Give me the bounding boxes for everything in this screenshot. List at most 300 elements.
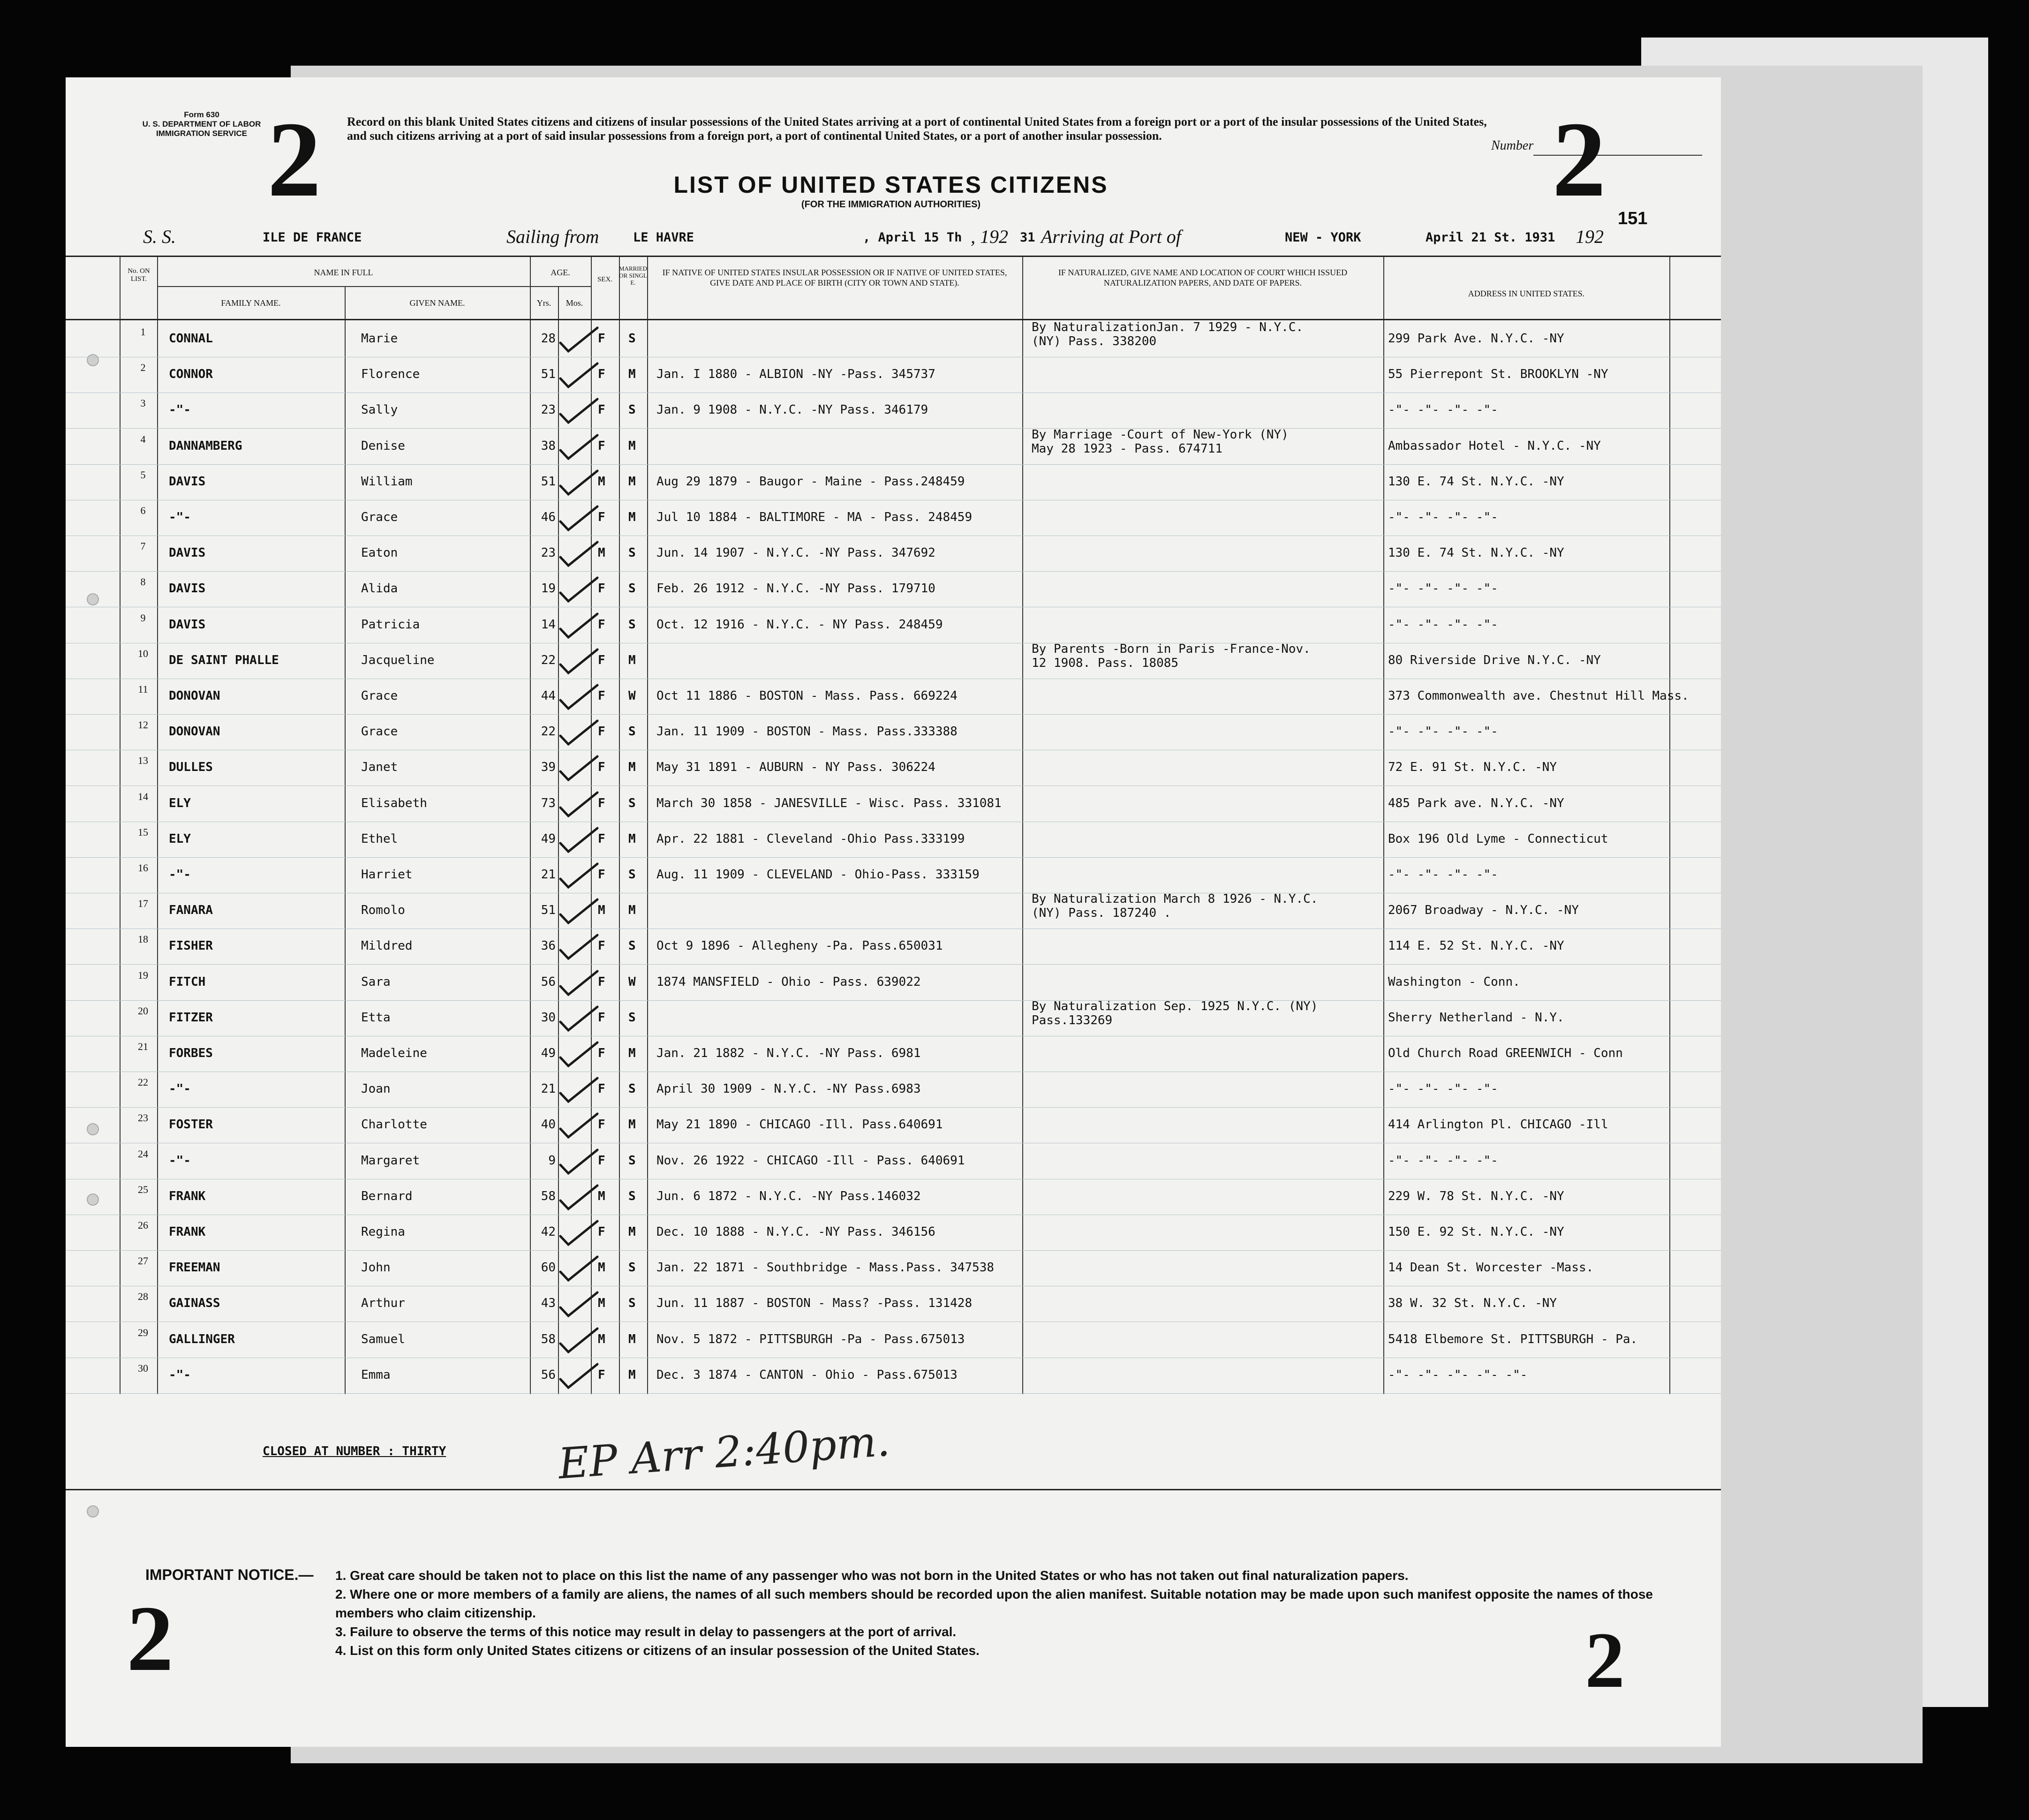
marital-status: S [628,581,636,596]
family-name: FISHER [169,939,213,953]
given-name: Patricia [361,617,420,632]
port-from: LE HAVRE [633,230,694,245]
sex: M [598,1332,605,1346]
given-name: Alida [361,581,398,596]
year-prefix: , 192 [971,226,1008,247]
checkmark-icon [558,540,600,568]
birth-details: Jan. 11 1909 - BOSTON - Mass. Pass.333388 [656,725,958,739]
notice-item: 1. Great care should be taken not to place on this list the name of any passenger who was not born in the United States or who has not taken out final naturalization papers. [335,1568,1409,1583]
given-name: Ethel [361,831,398,846]
col-header-mos: Mos. [566,298,583,308]
row-number: 2 [140,362,146,374]
given-name: Marie [361,332,398,346]
naturalization-line: By Naturalization March 8 1926 - N.Y.C. [1032,892,1318,906]
sailing-label: Sailing from [506,226,599,247]
table-row [66,643,1721,679]
year-suffix: 31 [1020,230,1035,245]
checkmark-icon [558,433,600,461]
col-header-family: FAMILY NAME. [221,298,281,308]
birth-details: May 31 1891 - AUBURN - NY Pass. 306224 [656,760,935,775]
notice-item: 4. List on this form only United States citizens or citizens of an insular possession of the United States. [335,1643,980,1658]
age-years: 56 [541,974,556,989]
row-number: 19 [138,969,148,981]
birth-details: Apr. 22 1881 - Cleveland -Ohio Pass.333199 [656,831,965,846]
table-row [66,536,1721,572]
given-name: Joan [361,1082,391,1096]
given-name: Margaret [361,1153,420,1168]
table-row [66,750,1721,786]
family-name: -"- [169,1082,191,1096]
birth-details: Nov. 26 1922 - CHICAGO -Ill - Pass. 640691 [656,1153,965,1168]
age-years: 42 [541,1225,556,1239]
table-bottom-rule [66,1489,1721,1490]
row-number: 13 [138,755,148,767]
marital-status: M [628,903,636,918]
family-name: GALLINGER [169,1332,235,1346]
col-header-given: GIVEN NAME. [409,298,465,308]
given-name: Regina [361,1225,405,1239]
family-name: FITZER [169,1010,213,1025]
address: Box 196 Old Lyme - Connecticut [1388,831,1608,846]
birth-details: Dec. 10 1888 - N.Y.C. -NY Pass. 346156 [656,1225,935,1239]
sex: F [598,1118,605,1132]
age-years: 28 [541,332,556,346]
table-row [66,893,1721,929]
voyage-line [66,223,1721,251]
row-number: 3 [140,397,146,409]
col-header-married: MARRIED OR SINGLE. [619,265,647,286]
table-row [66,1286,1721,1322]
table-row [66,1107,1721,1143]
marital-status: S [628,403,636,417]
row-number: 4 [140,433,146,445]
address: 299 Park Ave. N.Y.C. -NY [1388,332,1564,346]
large-form-number-bottom-right: 2 [1585,1616,1625,1704]
age-years: 19 [541,581,556,596]
age-years: 49 [541,1046,556,1060]
birth-details: May 21 1890 - CHICAGO -Ill. Pass.640691 [656,1118,943,1132]
age-years: 23 [541,403,556,417]
table-row [66,1215,1721,1251]
form-number: Form 630 [184,110,219,119]
row-number: 5 [140,468,146,481]
table-row [66,1250,1721,1286]
table-row [66,464,1721,500]
checkmark-icon [558,826,600,854]
sex: M [598,474,605,489]
table-row [66,1143,1721,1179]
table-row [66,1072,1721,1108]
col-header-name: NAME IN FULL [314,268,373,277]
given-name: Grace [361,725,398,739]
manifest-sheet [66,77,1721,1747]
birth-details: Nov. 5 1872 - PITTSBURGH -Pa - Pass.675013 [656,1332,965,1346]
checkmark-icon [558,1112,600,1140]
date-from: , April 15 Th [863,230,962,245]
table-row [66,1000,1721,1036]
address: -"- -"- -"- -"- [1388,725,1498,739]
given-name: Florence [361,367,420,382]
address: -"- -"- -"- -"- [1388,581,1498,596]
large-form-number: 2 [267,99,321,219]
address: 229 W. 78 St. N.Y.C. -NY [1388,1189,1564,1203]
table-row [66,929,1721,965]
address: 5418 Elbemore St. PITTSBURGH - Pa. [1388,1332,1638,1346]
checkmark-icon [558,755,600,783]
address: -"- -"- -"- -"- [1388,1082,1498,1096]
col-header-sex: SEX. [597,276,613,283]
sex: F [598,796,605,810]
row-number: 14 [138,790,148,802]
checkmark-icon [558,1184,600,1212]
marital-status: M [628,510,636,524]
page-title: LIST OF UNITED STATES CITIZENS [673,172,1109,198]
marital-status: M [628,474,636,489]
sex: M [598,1296,605,1311]
naturalization-line: By Parents -Born in Paris -France-Nov. [1032,642,1311,656]
age-years: 58 [541,1189,556,1203]
given-name: Grace [361,689,398,703]
age-years: 73 [541,796,556,810]
address: -"- -"- -"- -"- [1388,403,1498,417]
year-to: 192 [1576,226,1604,247]
header-subrule [530,286,591,287]
age-years: 22 [541,725,556,739]
family-name: ELY [169,831,191,846]
port-to: NEW - YORK [1285,230,1361,245]
given-name: Janet [361,760,398,775]
family-name: FRANK [169,1225,206,1239]
sex: M [598,546,605,560]
table-row [66,429,1721,465]
family-name: DE SAINT PHALLE [169,653,279,667]
age-years: 36 [541,939,556,953]
checkmark-icon [558,397,600,425]
row-number: 29 [138,1326,148,1338]
given-name: Romolo [361,903,405,918]
row-number: 28 [138,1291,148,1303]
naturalization-line: May 28 1923 - Pass. 674711 [1032,441,1222,456]
large-form-number-bottom: 2 [127,1587,173,1691]
marital-status: M [628,653,636,667]
col-header-birth: IF NATIVE OF UNITED STATES INSULAR POSSESSION OR IF NATIVE OF UNITED STATES, GIVE DATE AND PLACE OF BIRTH (CITY OR TOWN AND STATE). [662,268,1007,287]
naturalization-details [1032,999,1318,1027]
checkmark-icon [558,469,600,497]
age-years: 23 [541,546,556,560]
row-number: 30 [138,1362,148,1374]
given-name: Madeleine [361,1046,427,1060]
naturalization-line: 12 1908. Pass. 18085 [1032,656,1179,670]
row-number: 26 [138,1219,148,1231]
family-name: CONNAL [169,332,213,346]
table-row [66,679,1721,715]
age-years: 51 [541,367,556,382]
checkmark-icon [558,1148,600,1176]
given-name: Arthur [361,1296,405,1311]
row-number: 12 [138,719,148,731]
sex: F [598,760,605,775]
given-name: Sally [361,403,398,417]
sex: M [598,903,605,918]
sex: M [598,1189,605,1203]
checkmark-icon [558,898,600,926]
given-name: Harriet [361,868,413,882]
table-row [66,500,1721,536]
checkmark-icon [558,1076,600,1104]
naturalization-line: By NaturalizationJan. 7 1929 - N.Y.C. [1032,320,1304,334]
sex: F [598,725,605,739]
sex: F [598,689,605,703]
family-name: DONOVAN [169,725,220,739]
arriving-label: Arriving at Port of [1041,226,1181,247]
handwritten-annotation: EP Arr 2:40pm. [557,1416,891,1489]
notice-title: IMPORTANT NOTICE.— [145,1566,314,1583]
given-name: William [361,474,413,489]
table-row [66,1179,1721,1215]
sex: F [598,868,605,882]
birth-details: Jun. 11 1887 - BOSTON - Mass? -Pass. 131428 [656,1296,973,1311]
given-name: Sara [361,974,391,989]
age-years: 14 [541,617,556,632]
address: -"- -"- -"- -"- [1388,510,1498,524]
marital-status: S [628,1153,636,1168]
birth-details: Jan. I 1880 - ALBION -NY -Pass. 345737 [656,367,935,382]
address: Ambassador Hotel - N.Y.C. -NY [1388,438,1601,453]
age-years: 51 [541,903,556,918]
marital-status: M [628,367,636,382]
age-years: 43 [541,1296,556,1311]
naturalization-details [1032,428,1289,456]
family-name: FITCH [169,974,206,989]
birth-details: Jan. 21 1882 - N.Y.C. -NY Pass. 6981 [656,1046,921,1060]
row-number: 27 [138,1255,148,1267]
birth-details: March 30 1858 - JANESVILLE - Wisc. Pass. 331081 [656,796,1002,810]
naturalization-line: By Naturalization Sep. 1925 N.Y.C. (NY) [1032,999,1318,1013]
table-row [66,571,1721,607]
table-row [66,357,1721,393]
table-row [66,965,1721,1001]
col-header-naturalized: IF NATURALIZED, GIVE NAME AND LOCATION OF COURT WHICH ISSUED NATURALIZATION PAPERS, AND DATE OF PAPERS. [1058,268,1348,287]
given-name: Eaton [361,546,398,560]
birth-details: Dec. 3 1874 - CANTON - Ohio - Pass.675013 [656,1367,958,1382]
table-row [66,857,1721,893]
sex: F [598,438,605,453]
marital-status: S [628,332,636,346]
address: Sherry Netherland - N.Y. [1388,1010,1564,1025]
sex: F [598,831,605,846]
birth-details: Feb. 26 1912 - N.Y.C. -NY Pass. 179710 [656,581,935,596]
ss-label: S. S. [143,226,176,247]
marital-status: S [628,617,636,632]
marital-status: S [628,796,636,810]
address: 14 Dean St. Worcester -Mass. [1388,1261,1594,1275]
checkmark-icon [558,1362,600,1390]
birth-details: 1874 MANSFIELD - Ohio - Pass. 639022 [656,974,921,989]
age-years: 9 [548,1153,556,1168]
given-name: Etta [361,1010,391,1025]
family-name: -"- [169,868,191,882]
age-years: 44 [541,689,556,703]
age-years: 49 [541,831,556,846]
voyage-rule [66,256,1721,257]
col-header-address: ADDRESS IN UNITED STATES. [1468,289,1585,298]
given-name: Samuel [361,1332,405,1346]
checkmark-icon [558,1041,600,1069]
age-years: 46 [541,510,556,524]
row-number: 8 [140,576,146,588]
family-name: DAVIS [169,546,206,560]
marital-status: S [628,1296,636,1311]
given-name: Jacqueline [361,653,435,667]
row-number: 11 [138,683,148,695]
header-subrule [157,286,530,287]
birth-details: Jun. 14 1907 - N.Y.C. -NY Pass. 347692 [656,546,935,560]
naturalization-details [1032,642,1311,670]
closed-note: CLOSED AT NUMBER : THIRTY [263,1444,446,1458]
address: 55 Pierrepont St. BROOKLYN -NY [1388,367,1608,382]
family-name: DAVIS [169,581,206,596]
birth-details: Oct. 12 1916 - N.Y.C. - NY Pass. 248459 [656,617,943,632]
address: 130 E. 74 St. N.Y.C. -NY [1388,474,1564,489]
form-department-block [117,110,286,138]
age-years: 60 [541,1261,556,1275]
age-years: 39 [541,760,556,775]
marital-status: M [628,831,636,846]
family-name: FANARA [169,903,213,918]
family-name: GAINASS [169,1296,220,1311]
row-number: 17 [138,898,148,910]
sex: F [598,403,605,417]
marital-status: S [628,868,636,882]
page-subtitle: (FOR THE IMMIGRATION AUTHORITIES) [801,199,981,210]
address: Washington - Conn. [1388,974,1520,989]
row-number: 24 [138,1148,148,1160]
address: 2067 Broadway - N.Y.C. -NY [1388,903,1579,918]
family-name: FOSTER [169,1118,213,1132]
table-row [66,1036,1721,1072]
address: 72 E. 91 St. N.Y.C. -NY [1388,760,1557,775]
checkmark-icon [558,683,600,711]
birth-details: Oct 11 1886 - BOSTON - Mass. Pass. 669224 [656,689,958,703]
address: 130 E. 74 St. N.Y.C. -NY [1388,546,1564,560]
marital-status: S [628,1261,636,1275]
address: -"- -"- -"- -"- -"- [1388,1367,1528,1382]
page-number: 151 [1618,209,1648,228]
marital-status: S [628,1189,636,1203]
marital-status: M [628,438,636,453]
service-name: IMMIGRATION SERVICE [156,129,247,138]
row-number: 16 [138,862,148,874]
family-name: -"- [169,510,191,524]
form-instructions: Record on this blank United States citizens and citizens of insular possessions of the United States arriving at a port of continental United States from a foreign port or a port of the insular possessions of the United States, and such citizens arriving at a port of said insular possessions from a foreign port, a port of continental United States, or a port of another insular possession. [347,115,1487,143]
family-name: -"- [169,403,191,417]
table-row [66,393,1721,429]
row-number: 1 [140,326,146,338]
address: -"- -"- -"- -"- [1388,1153,1498,1168]
age-years: 30 [541,1010,556,1025]
address: 114 E. 52 St. N.Y.C. -NY [1388,939,1564,953]
notice-item: 3. Failure to observe the terms of this notice may result in delay to passengers at the port of arrival. [335,1624,957,1639]
row-number: 7 [140,540,146,552]
header-rule [66,319,1721,320]
row-number: 6 [140,505,146,516]
table-row [66,822,1721,858]
row-number: 20 [138,1004,148,1017]
department-name: U. S. DEPARTMENT OF LABOR [142,120,261,128]
col-header-no: No. ON LIST. [128,267,150,283]
row-number: 21 [138,1041,148,1052]
family-name: -"- [169,1367,191,1382]
col-header-age: AGE. [551,268,570,277]
naturalization-details [1032,892,1318,920]
sex: F [598,1367,605,1382]
marital-status: S [628,1010,636,1025]
birth-details: April 30 1909 - N.Y.C. -NY Pass.6983 [656,1082,921,1096]
sex: F [598,617,605,632]
given-name: Grace [361,510,398,524]
marital-status: M [628,760,636,775]
table-row [66,1322,1721,1358]
checkmark-icon [558,719,600,747]
marital-status: S [628,546,636,560]
marital-status: S [628,725,636,739]
address: -"- -"- -"- -"- [1388,617,1498,632]
row-number: 10 [138,647,148,659]
col-header-yrs: Yrs. [536,298,551,308]
checkmark-icon [558,648,600,676]
birth-details: Aug. 11 1909 - CLEVELAND - Ohio-Pass. 333159 [656,868,980,882]
birth-details: Aug 29 1879 - Baugor - Maine - Pass.248459 [656,474,965,489]
sex: F [598,332,605,346]
birth-details: Jan. 22 1871 - Southbridge - Mass.Pass. 347538 [656,1261,995,1275]
marital-status: M [628,1332,636,1346]
family-name: DULLES [169,760,213,775]
given-name: Charlotte [361,1118,427,1132]
sex: F [598,1082,605,1096]
birth-details: Jul 10 1884 - BALTIMORE - MA - Pass. 248459 [656,510,973,524]
row-number: 15 [138,826,148,838]
checkmark-icon [558,1291,600,1319]
sex: F [598,1010,605,1025]
family-name: -"- [169,1153,191,1168]
marital-status: M [628,1367,636,1382]
family-name: FORBES [169,1046,213,1060]
checkmark-icon [558,1255,600,1283]
marital-status: M [628,1118,636,1132]
sex: F [598,939,605,953]
notice-item: 2. Where one or more members of a family are aliens, the names of all such members should be recorded upon the alien manifest. Suitable notation may be made upon such manifest opposite the names of those members who claim citizenship. [335,1587,1653,1620]
checkmark-icon [558,1327,600,1355]
address: 414 Arlington Pl. CHICAGO -Ill [1388,1118,1608,1132]
sex: F [598,653,605,667]
sex: F [598,367,605,382]
family-name: DAVIS [169,474,206,489]
row-number: 18 [138,933,148,945]
list-number: 2 [1552,99,1606,219]
marital-status: S [628,1082,636,1096]
table-row [66,1358,1721,1394]
checkmark-icon [558,362,600,390]
family-name: FREEMAN [169,1261,220,1275]
sex: F [598,581,605,596]
given-name: Emma [361,1367,391,1382]
sex: F [598,1153,605,1168]
checkmark-icon [558,1005,600,1033]
date-to: April 21 St. 1931 [1426,230,1555,245]
row-number: 25 [138,1183,148,1195]
checkmark-icon [558,576,600,604]
address: 80 Riverside Drive N.Y.C. -NY [1388,653,1601,667]
